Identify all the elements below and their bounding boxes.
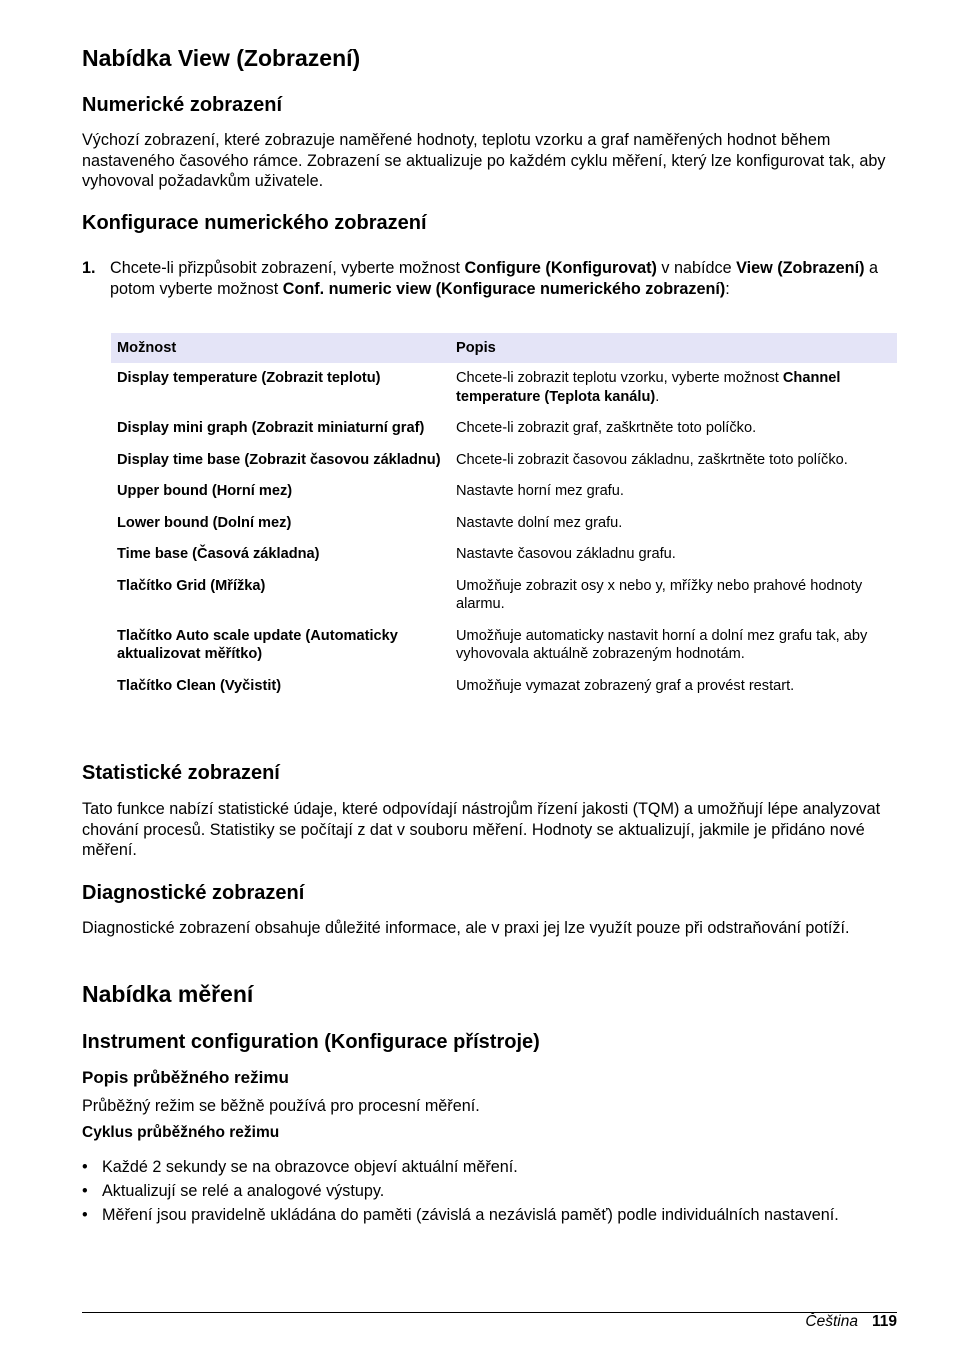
paragraph-diagnostic-view: Diagnostické zobrazení obsahuje důležité informace, ale v praxi jej lze využít pouze při odstraňování potíží. [82, 919, 850, 937]
page-footer [805, 1313, 897, 1331]
description-cell: Umožňuje zobrazit osy x nebo y, mřížky nebo prahové hodnoty alarmu. [456, 577, 863, 612]
bullet-icon: • [82, 1206, 88, 1224]
description-cell: Nastavte horní mez grafu. [456, 483, 624, 499]
table-row [111, 571, 897, 621]
section-title-view-menu: Nabídka View (Zobrazení) [82, 45, 361, 71]
table-row [111, 539, 897, 571]
paragraph-continuous-mode: Průběžný režim se běžně používá pro procesní měření. [82, 1097, 480, 1115]
table-row [111, 671, 897, 703]
option-cell: Display mini graph (Zobrazit miniaturní graf) [117, 420, 425, 436]
list-item: • Každé 2 sekundy se na obrazovce objeví aktuální měření. [82, 1158, 518, 1176]
description-cell: Chcete-li zobrazit časovou základnu, zaškrtněte toto políčko. [456, 451, 848, 468]
table-row [111, 413, 897, 445]
footer-divider [82, 1312, 897, 1313]
step-text: Chcete-li přizpůsobit zobrazení, vyberte možnost Configure (Konfigurovat) v nabídce View (Zobrazení) a potom vyberte možnost Conf. numeric view (Konfigurace numerického zobrazení): [110, 259, 878, 298]
option-cell: Display time base (Zobrazit časovou základnu) [117, 451, 441, 468]
bullet-icon: • [82, 1182, 88, 1200]
options-table [111, 333, 897, 702]
table-row [111, 445, 897, 477]
list-item: • Měření jsou pravidelně ukládána do paměti (závislá a nezávislá paměť) podle individuálních nastavení. [82, 1206, 839, 1224]
table-row [111, 508, 897, 540]
option-cell: Tlačítko Clean (Vyčistit) [117, 677, 282, 694]
step-number: 1. [82, 259, 96, 277]
option-cell: Lower bound (Dolní mez) [117, 514, 292, 531]
paragraph-numeric-view: Výchozí zobrazení, které zobrazuje naměřené hodnoty, teplotu vzorku a graf naměřených hodnot během nastaveného časového rámce. Zobrazení se aktualizuje po každém cyklu měření, který lze konfigurovat tak, aby vyhovoval požadavkům uživatele. [82, 131, 886, 190]
option-cell: Time base (Časová základna) [117, 546, 320, 562]
description-cell: Nastavte časovou základnu grafu. [456, 546, 676, 562]
option-cell: Upper bound (Horní mez) [117, 483, 293, 499]
description-cell: Chcete-li zobrazit graf, zaškrtněte toto políčko. [456, 420, 757, 436]
column-header-option: Možnost [111, 333, 450, 363]
description-cell: Nastavte dolní mez grafu. [456, 514, 623, 531]
heading-numeric-view: Numerické zobrazení [82, 94, 283, 116]
page-number: 119 [871, 1313, 897, 1330]
column-header-description: Popis [450, 333, 897, 363]
description-cell: Umožňuje automaticky nastavit horní a dolní mez grafu tak, aby vyhovovala aktuálně zobrazeným hodnotám. [456, 627, 868, 662]
table-header-row [111, 333, 897, 363]
step-1 [82, 258, 897, 299]
description-cell: Umožňuje vymazat zobrazený graf a provést restart. [456, 677, 795, 694]
heading-configure-numeric-view: Konfigurace numerického zobrazení [82, 212, 427, 234]
description-cell: Chcete-li zobrazit teplotu vzorku, vyberte možnost Channel temperature (Teplota kanálu). [456, 370, 841, 405]
heading-instrument-configuration: Instrument configuration (Konfigurace přístroje) [82, 1031, 540, 1053]
table-row [111, 476, 897, 508]
paragraph-statistical-view: Tato funkce nabízí statistické údaje, které odpovídají nástrojům řízení jakosti (TQM) a umožňují lépe analyzovat chování procesů. Statistiky se počítají z dat v souboru měření. Hodnoty se aktualizují, jakmile je přidáno nové měření. [82, 800, 881, 859]
option-cell: Tlačítko Grid (Mřížka) [117, 577, 266, 594]
heading-continuous-mode: Popis průběžného režimu [82, 1068, 289, 1087]
option-cell: Tlačítko Auto scale update (Automaticky aktualizovat měřítko) [117, 627, 398, 662]
option-cell: Display temperature (Zobrazit teplotu) [117, 370, 381, 386]
bullet-list [82, 1157, 897, 1229]
footer-language: Čeština [805, 1313, 858, 1330]
section-title-measure-menu: Nabídka měření [82, 981, 254, 1007]
list-item: • Aktualizují se relé a analogové výstupy. [82, 1182, 385, 1200]
table-row [111, 363, 897, 413]
heading-diagnostic-view: Diagnostické zobrazení [82, 882, 305, 904]
bullet-icon: • [82, 1158, 88, 1176]
heading-continuous-cycle: Cyklus průběžného režimu [82, 1124, 280, 1141]
heading-statistical-view: Statistické zobrazení [82, 762, 280, 784]
table-row [111, 621, 897, 671]
